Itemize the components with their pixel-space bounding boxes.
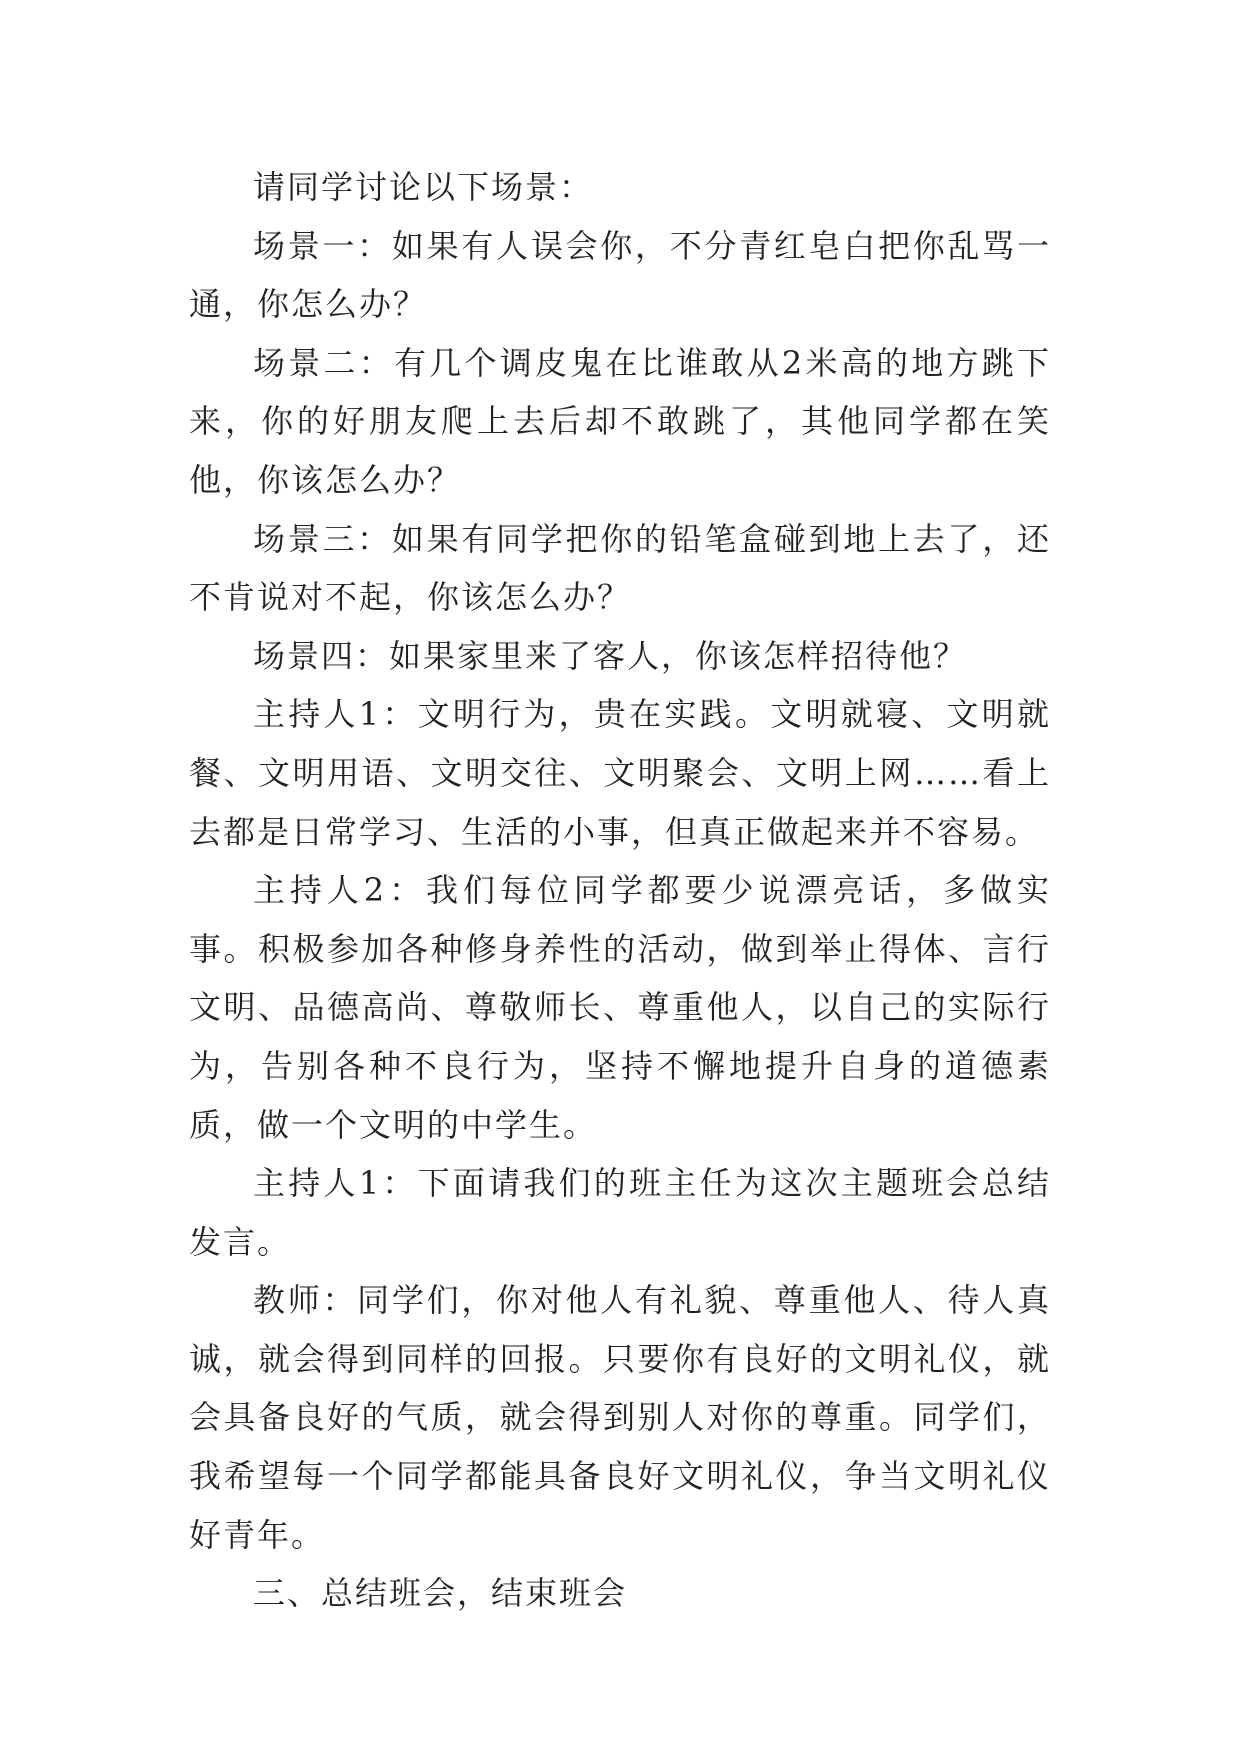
paragraph-scene-two: 场景二：有几个调皮鬼在比谁敢从2米高的地方跳下来，你的好朋友爬上去后却不敢跳了，其他同学都在笑他，你该怎么办？	[189, 343, 1051, 499]
paragraph-teacher-speech: 教师：同学们，你对他人有礼貌、尊重他人、待人真诚，就会得到同样的回报。只要你有良好的文明礼仪，就会具备良好的气质，就会得到别人对你的尊重。同学们，我希望每一个同学都能具备良好文明礼仪，争当文明礼仪好青年。	[189, 1281, 1051, 1554]
paragraph-scene-three: 场景三：如果有同学把你的铅笔盒碰到地上去了，还不肯说对不起，你该怎么办？	[189, 519, 1051, 617]
document-body	[189, 158, 1051, 1623]
paragraph-discussion-prompt: 请同学讨论以下场景：	[253, 168, 594, 206]
paragraph-closing-section: 三、总结班会，结束班会	[253, 1574, 628, 1613]
paragraph-host-one-teacher-intro: 主持人1：下面请我们的班主任为这次主题班会总结发言。	[189, 1164, 1051, 1261]
paragraph-scene-four: 场景四：如果家里来了客人，你该怎样招待他？	[253, 636, 968, 675]
paragraph-host-two: 主持人2：我们每位同学都要少说漂亮话，多做实事。积极参加各种修身养性的活动，做到举止得体、言行文明、品德高尚、尊敬师长、尊重他人，以自己的实际行为，告别各种不良行为，坚持不懈地提升自身的道德素质，做一个文明的中学生。	[189, 871, 1051, 1144]
paragraph-scene-one: 场景一：如果有人误会你，不分青红皂白把你乱骂一通，你怎么办？	[189, 226, 1051, 324]
paragraph-host-one-practice: 主持人1：文明行为，贵在实践。文明就寝、文明就餐、文明用语、文明交往、文明聚会、文明上网……看上去都是日常学习、生活的小事，但真正做起来并不容易。	[189, 695, 1051, 851]
